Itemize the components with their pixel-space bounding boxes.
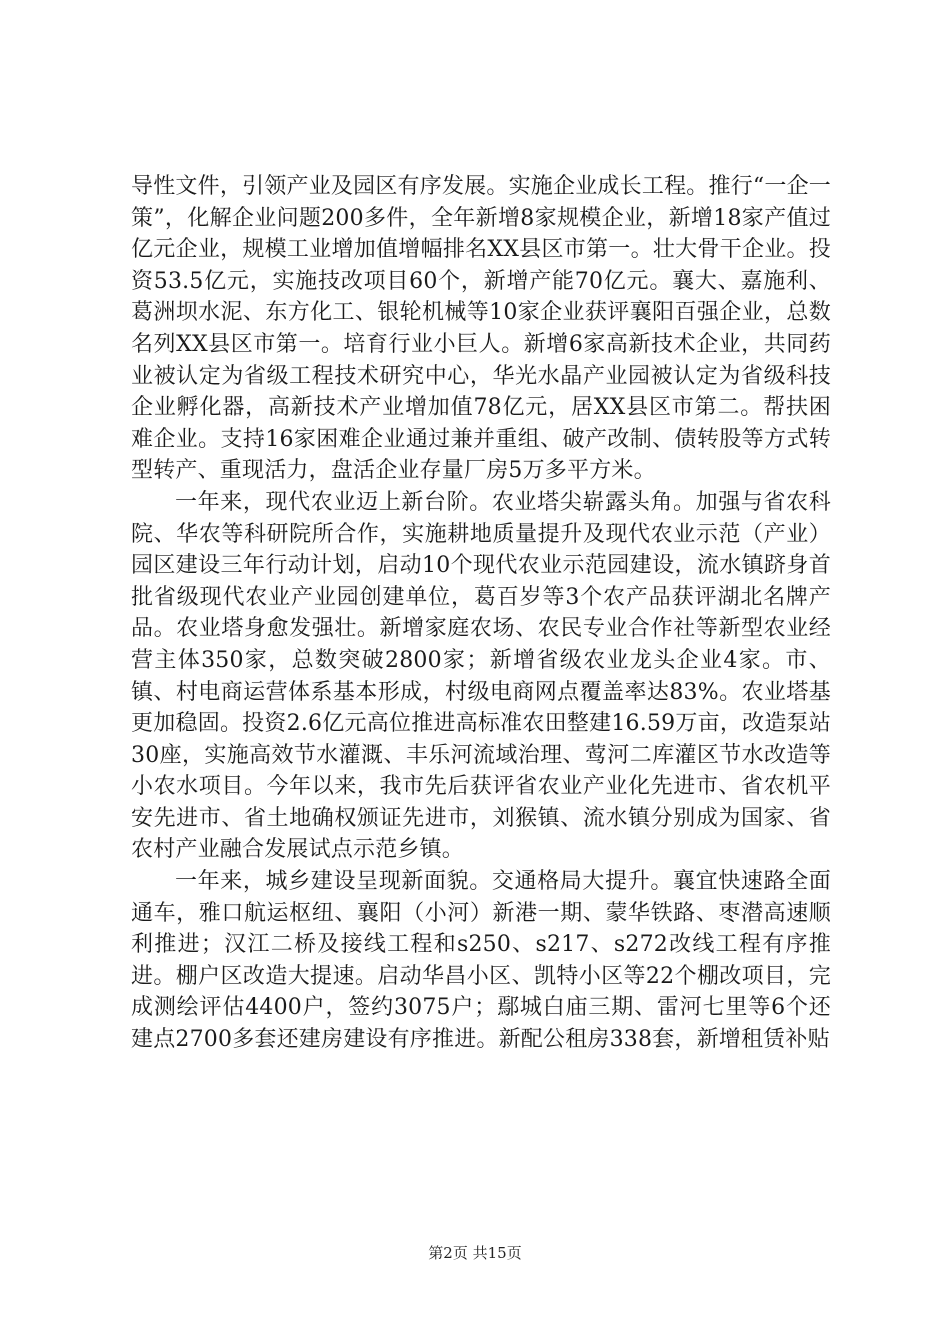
paragraph-3: 一年来，城乡建设呈现新面貌。交通格局大提升。襄宜快速路全面通车，雅口航运枢纽、襄阳（小河）新港一期、蒙华铁路、枣潜高速顺利推进；汉江二桥及接线工程和s250、s217、s272改线工程有序推进。棚户区改造大提速。启动华昌小区、凯特小区等22个棚改项目，完成测绘评估4400户，签约3075户；鄢城白庙三期、雷河七里等6个还建点2700多套还建房建设有序推进。新配公租房338套，新增租赁补贴 [131,869,831,1053]
paragraph-1: 导性文件，引领产业及园区有序发展。实施企业成长工程。推行“一企一策”，化解企业问题200多件，全年新增8家规模企业，新增18家产值过亿元企业，规模工业增加值增幅排名XX县区市第一。壮大骨干企业。投资53.5亿元，实施技改项目60个，新增产能70亿元。襄大、嘉施利、葛洲坝水泥、东方化工、银轮机械等10家企业获评襄阳百强企业，总数名列XX县区市第一。培育行业小巨人。新增6家高新技术企业，共同药业被认定为省级工程技术研究中心，华光水晶产业园被认定为省级科技企业孵化器，高新技术产业增加值78亿元，居XX县区市第二。帮扶困难企业。支持16家困难企业通过兼并重组、破产改制、债转股等方式转型转产、重现活力，盘活企业存量厂房5万多平方米。 [131,174,831,484]
document-body [131,171,831,1056]
page-footer: 第2页 共15页 [428,1244,522,1262]
paragraph-2: 一年来，现代农业迈上新台阶。农业塔尖崭露头角。加强与省农科院、华农等科研院所合作，实施耕地质量提升及现代农业示范（产业）园区建设三年行动计划，启动10个现代农业示范园建设，流水镇跻身首批省级现代农业产业园创建单位，葛百岁等3个农产品获评湖北名牌产品。农业塔身愈发强壮。新增家庭农场、农民专业合作社等新型农业经营主体350家，总数突破2800家；新增省级农业龙头企业4家。市、镇、村电商运营体系基本形成，村级电商网点覆盖率达83%。农业塔基更加稳固。投资2.6亿元高位推进高标准农田整建16.59万亩，改造泵站30座，实施高效节水灌溉、丰乐河流域治理、莺河二库灌区节水改造等小农水项目。今年以来，我市先后获评省农业产业化先进市、省农机平安先进市、省土地确权颁证先进市，刘猴镇、流水镇分别成为国家、省农村产业融合发展试点示范乡镇。 [131,489,831,863]
